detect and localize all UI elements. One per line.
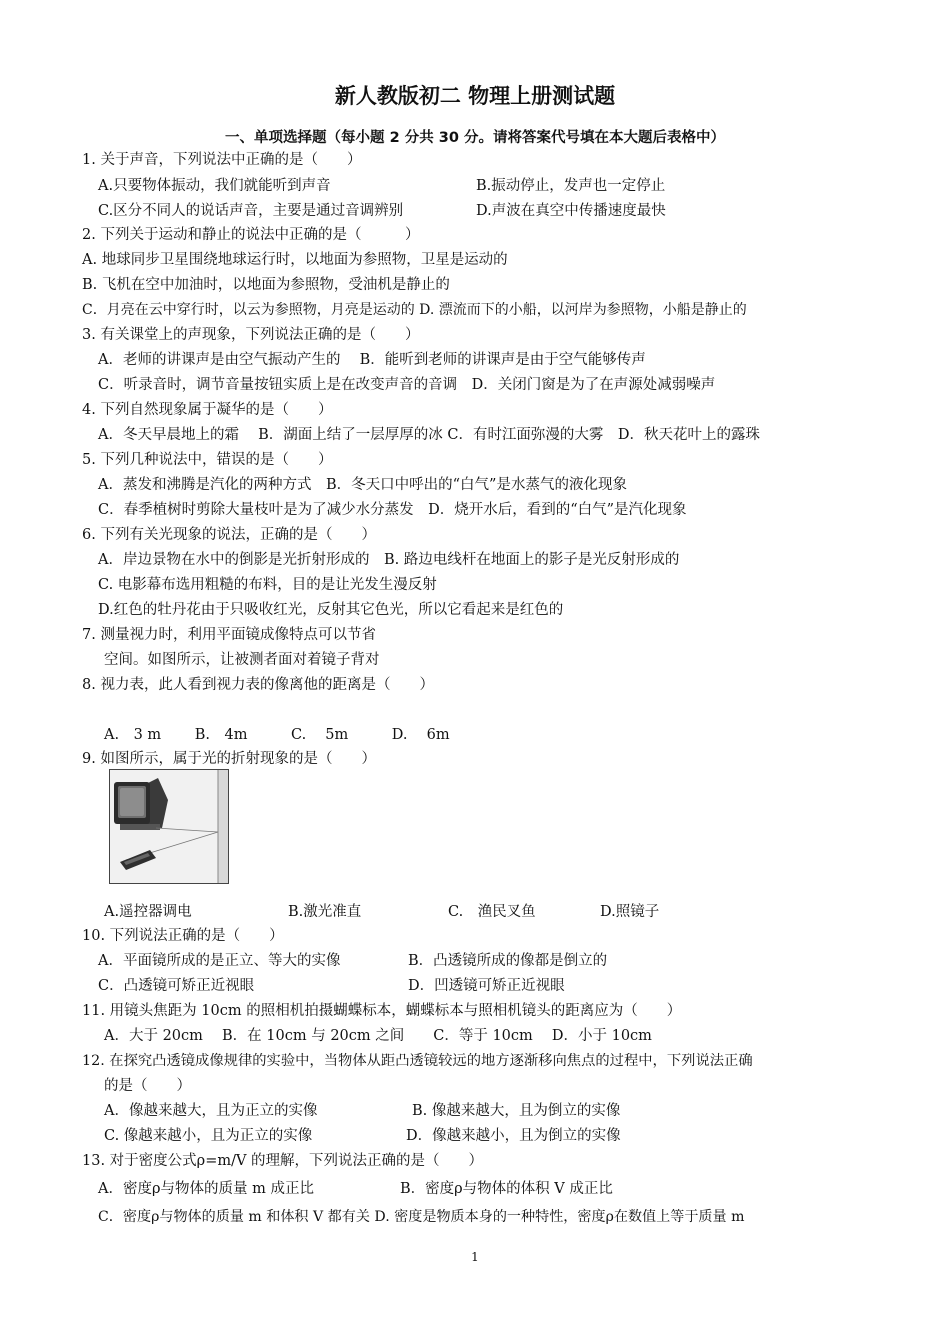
q6-option-c: C. 电影幕布选用粗糙的布料，目的是让光发生漫反射 [98,577,437,593]
q1-stem: 1. 关于声音，下列说法中正确的是（ ） [82,152,362,168]
q2-option-cd: C．月亮在云中穿行时，以云为参照物，月亮是运动的 D. 漂流而下的小船，以河岸为参照物，小船是静止的 [82,302,747,318]
q13-option-cd: C．密度ρ与物体的质量 m 和体积 V 都有关 D. 密度是物质本身的一种特性，密度ρ在数值上等于质量 m [98,1209,745,1225]
q10-option-d: D．凹透镜可矫正近视眼 [408,978,565,994]
q4-options: A．冬天早晨地上的霜 B．湖面上结了一层厚厚的冰 C．有时江面弥漫的大雾 D．秋天花叶上的露珠 [98,427,761,443]
q1-option-c: C.区分不同人的说话声音，主要是通过音调辨别 [98,203,404,219]
q13-stem: 13. 对于密度公式ρ=m/V 的理解，下列说法正确的是（ ） [82,1153,484,1169]
q9-stem: 9. 如图所示，属于光的折射现象的是（ ） [82,751,376,767]
page-number: 1 [471,1250,479,1264]
q1-option-d: D.声波在真空中传播速度最快 [476,203,666,219]
q2-option-b: B. 飞机在空中加油时，以地面为参照物，受油机是静止的 [82,277,450,293]
page-title: 新人教版初二 物理上册测试题 [334,84,616,108]
q3-option-ab: A．老师的讲课声是由空气振动产生的 B．能听到老师的讲课声是由于空气能够传声 [98,352,646,368]
q9-option-b: B.激光准直 [288,904,362,920]
q5-option-cd: C．春季植树时剪除大量枝叶是为了减少水分蒸发 D．烧开水后，看到的“白气”是汽化现象 [98,502,687,518]
q9-option-a: A.遥控器调电 [104,904,192,920]
q12-option-d: D．像越来越小，且为倒立的实像 [406,1128,621,1144]
q8-stem: 8. 视力表，此人看到视力表的像离他的距离是（ ） [82,677,434,693]
q12-option-b: B. 像越来越大，且为倒立的实像 [412,1103,621,1119]
q9-option-d: D.照镜子 [600,904,660,920]
q4-stem: 4. 下列自然现象属于凝华的是（ ） [82,402,333,418]
q11-options: A．大于 20cm B．在 10cm 与 20cm 之间 C．等于 10cm D．小于 10cm [104,1028,652,1044]
section-heading: 一、单项选择题（每小题 2 分共 30 分。请将答案代号填在本大题后表格中） [225,130,725,146]
q11-stem: 11. 用镜头焦距为 10cm 的照相机拍摄蝴蝶标本，蝴蝶标本与照相机镜头的距离应为（ ） [82,1003,682,1019]
q5-stem: 5. 下列几种说法中，错误的是（ ） [82,452,333,468]
q6-stem: 6. 下列有关光现象的说法，正确的是（ ） [82,527,376,543]
q12-option-a: A．像越来越大，且为正立的实像 [104,1103,318,1119]
q10-stem: 10. 下列说法正确的是（ ） [82,928,284,944]
q12-stem-line2: 的是（ ） [104,1078,191,1094]
q7-stem-line1: 7. 测量视力时，利用平面镜成像特点可以节省 [82,627,376,643]
q1-option-b: B.振动停止，发声也一定停止 [476,178,666,194]
q10-option-a: A．平面镜所成的是正立、等大的实像 [98,953,341,969]
q13-option-b: B．密度ρ与物体的体积 V 成正比 [400,1181,613,1197]
q6-option-d: D.红色的牡丹花由于只吸收红光，反射其它色光，所以它看起来是红色的 [98,602,564,618]
q8-options: A. 3 m B. 4m C. 5m D. 6m [104,727,450,743]
q5-option-ab: A．蒸发和沸腾是汽化的两种方式 B．冬天口中呼出的“白气”是水蒸气的液化现象 [98,477,627,493]
q9-option-c: C. 渔民叉鱼 [448,904,536,920]
q12-stem-line1: 12. 在探究凸透镜成像规律的实验中，当物体从距凸透镜较远的地方逐渐移向焦点的过程中，下列说法正确 [82,1053,753,1069]
tv-remote-illustration [110,770,228,883]
q3-stem: 3. 有关课堂上的声现象，下列说法正确的是（ ） [82,327,420,343]
q1-option-a: A.只要物体振动，我们就能听到声音 [98,178,331,194]
q6-option-ab: A．岸边景物在水中的倒影是光折射形成的 B. 路边电线杆在地面上的影子是光反射形成的 [98,552,680,568]
tv-remote-figure [109,769,229,884]
q12-option-c: C. 像越来越小，且为正立的实像 [104,1128,313,1144]
q13-option-a: A．密度ρ与物体的质量 m 成正比 [98,1181,314,1197]
q10-option-b: B．凸透镜所成的像都是倒立的 [408,953,608,969]
q2-stem: 2. 下列关于运动和静止的说法中正确的是（ ） [82,227,420,243]
q3-option-cd: C．听录音时，调节音量按钮实质上是在改变声音的音调 D．关闭门窗是为了在声源处减弱噪声 [98,377,716,393]
q7-stem-line2: 空间。如图所示，让被测者面对着镜子背对 [104,652,380,668]
q10-option-c: C．凸透镜可矫正近视眼 [98,978,255,994]
q2-option-a: A. 地球同步卫星围绕地球运行时，以地面为参照物，卫星是运动的 [82,252,508,268]
